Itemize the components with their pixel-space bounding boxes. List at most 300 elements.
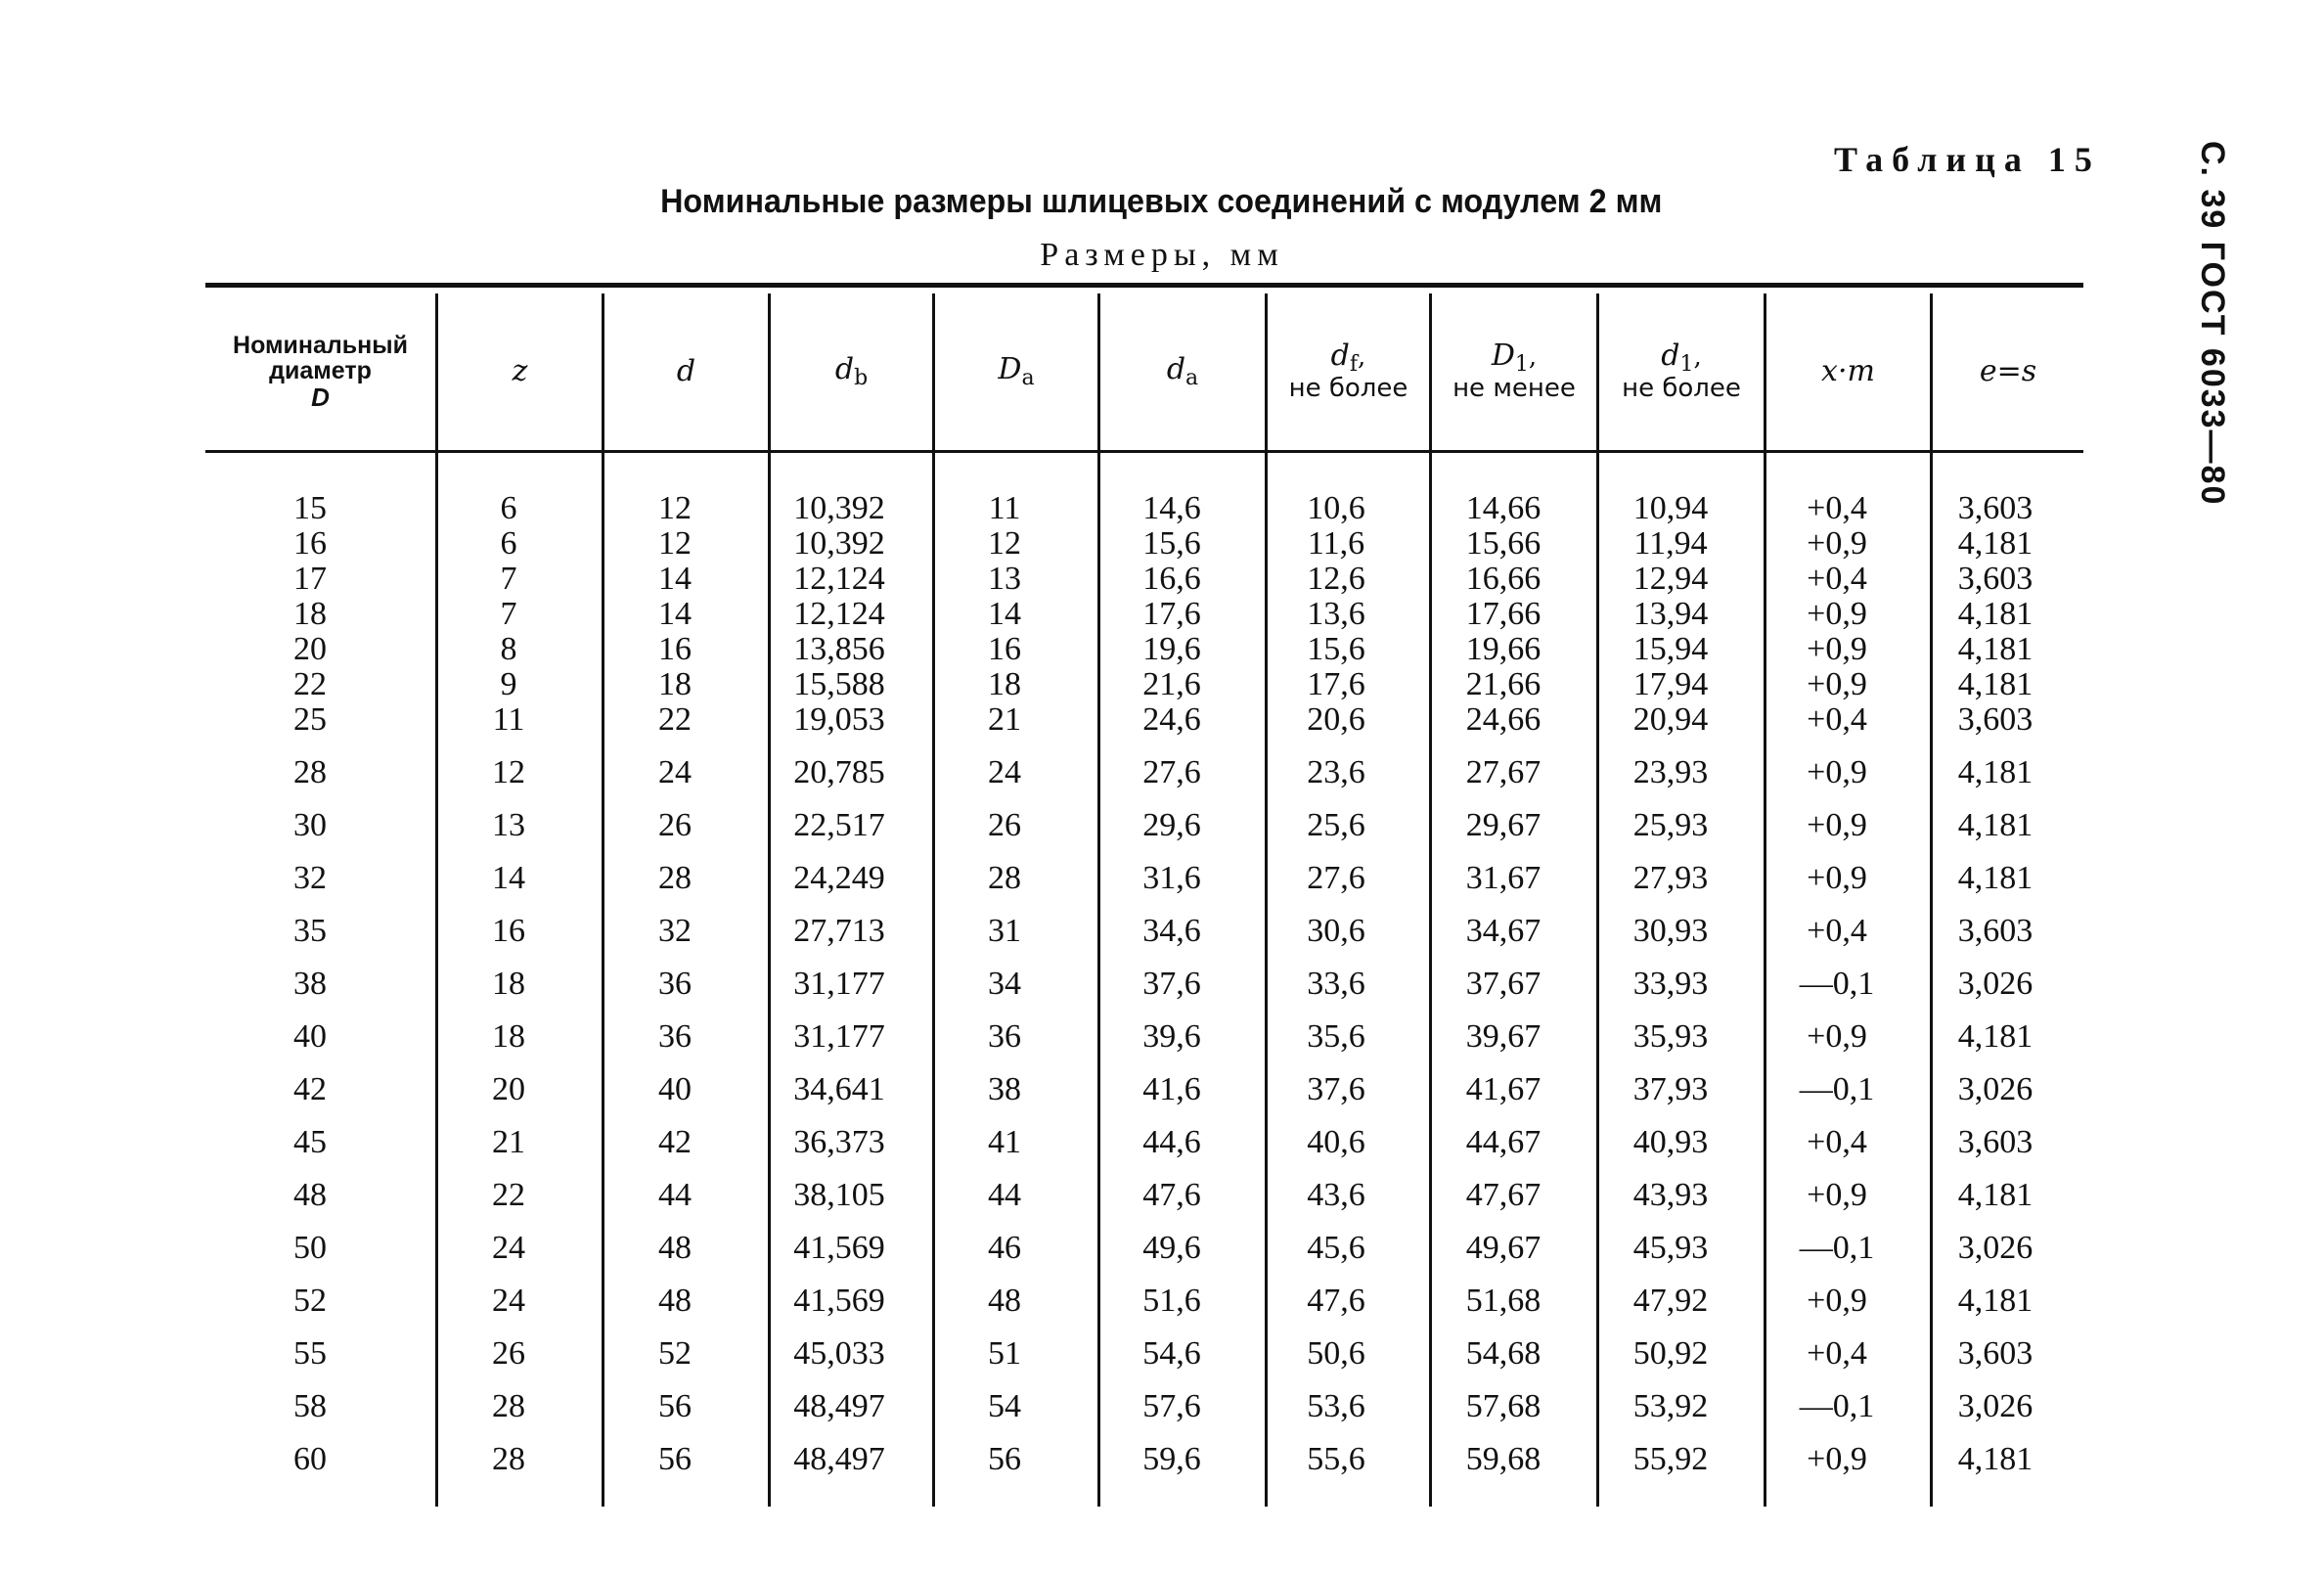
cell-z: 24 bbox=[492, 1283, 525, 1319]
cell-db: 10,392 bbox=[793, 525, 885, 562]
cell-d1: 47,92 bbox=[1632, 1283, 1709, 1319]
cell-D1: 27,67 bbox=[1465, 754, 1542, 790]
cell-d1: 12,94 bbox=[1632, 561, 1709, 597]
cell-d: 18 bbox=[658, 666, 692, 702]
header-d1-main: d bbox=[1661, 338, 1680, 374]
cell-df: 43,6 bbox=[1307, 1177, 1365, 1213]
cell-D: 28 bbox=[293, 754, 327, 790]
header-df-comma: , bbox=[1358, 342, 1366, 373]
cell-da: 57,6 bbox=[1142, 1388, 1201, 1424]
cell-z: 8 bbox=[500, 631, 517, 667]
cell-da: 14,6 bbox=[1142, 490, 1201, 526]
cell-db: 20,785 bbox=[793, 754, 885, 790]
cell-xm: —0,1 bbox=[1799, 1388, 1875, 1424]
cell-es: 4,181 bbox=[1957, 1018, 2034, 1055]
header-nominal-diameter bbox=[205, 293, 435, 450]
cell-z: 9 bbox=[500, 666, 517, 702]
cell-db: 31,177 bbox=[793, 966, 885, 1002]
cell-d1: 23,93 bbox=[1632, 754, 1709, 790]
cell-z: 18 bbox=[492, 1018, 525, 1055]
cell-es: 3,603 bbox=[1957, 1335, 2034, 1372]
cell-xm: +0,9 bbox=[1807, 1283, 1867, 1319]
cell-D: 16 bbox=[293, 525, 327, 562]
cell-es: 4,181 bbox=[1957, 525, 2034, 562]
cell-db: 24,249 bbox=[793, 860, 885, 896]
cell-z: 26 bbox=[492, 1335, 525, 1372]
cell-D1: 49,67 bbox=[1465, 1230, 1542, 1266]
table-row bbox=[205, 630, 2083, 669]
header-d-symbol: d bbox=[676, 354, 696, 389]
cell-z: 22 bbox=[492, 1177, 525, 1213]
cell-df: 30,6 bbox=[1307, 913, 1365, 949]
column-divider bbox=[1265, 293, 1268, 1507]
cell-db: 19,053 bbox=[793, 701, 885, 738]
cell-df: 15,6 bbox=[1307, 631, 1365, 667]
cell-d1: 25,93 bbox=[1632, 807, 1709, 843]
cell-d1: 37,93 bbox=[1632, 1071, 1709, 1107]
cell-D: 42 bbox=[293, 1071, 327, 1107]
table-row bbox=[205, 665, 2083, 704]
cell-Da: 12 bbox=[988, 525, 1021, 562]
table-row bbox=[205, 489, 2083, 528]
cell-da: 16,6 bbox=[1142, 561, 1201, 597]
cell-db: 48,497 bbox=[793, 1388, 885, 1424]
cell-z: 24 bbox=[492, 1230, 525, 1266]
cell-xm: +0,9 bbox=[1807, 807, 1867, 843]
cell-D: 25 bbox=[293, 701, 327, 738]
cell-d: 44 bbox=[658, 1177, 692, 1213]
header-D1-comma: , bbox=[1528, 342, 1538, 373]
cell-Da: 48 bbox=[988, 1283, 1021, 1319]
cell-D: 32 bbox=[293, 860, 327, 896]
cell-D: 45 bbox=[293, 1124, 327, 1160]
header-d1 bbox=[1599, 293, 1764, 450]
cell-Da: 18 bbox=[988, 666, 1021, 702]
cell-D1: 14,66 bbox=[1465, 490, 1542, 526]
header-db bbox=[771, 293, 932, 450]
cell-Da: 13 bbox=[988, 561, 1021, 597]
cell-D: 55 bbox=[293, 1335, 327, 1372]
cell-z: 6 bbox=[500, 525, 517, 562]
header-d1-comma: , bbox=[1693, 342, 1702, 373]
table-row bbox=[205, 753, 2083, 792]
cell-da: 34,6 bbox=[1142, 913, 1201, 949]
cell-db: 22,517 bbox=[793, 807, 885, 843]
header-xm-symbol: x·m bbox=[1821, 354, 1875, 389]
cell-d: 28 bbox=[658, 860, 692, 896]
cell-da: 47,6 bbox=[1142, 1177, 1201, 1213]
table-row bbox=[205, 1440, 2083, 1479]
cell-D1: 54,68 bbox=[1465, 1335, 1542, 1372]
header-d1-sub: 1 bbox=[1679, 352, 1694, 378]
cell-z: 18 bbox=[492, 966, 525, 1002]
header-df bbox=[1268, 293, 1429, 450]
header-D1-main: D bbox=[1491, 338, 1515, 374]
cell-D1: 15,66 bbox=[1465, 525, 1542, 562]
cell-da: 59,6 bbox=[1142, 1441, 1201, 1477]
cell-D: 52 bbox=[293, 1283, 327, 1319]
column-divider bbox=[768, 293, 771, 1507]
cell-xm: +0,9 bbox=[1807, 596, 1867, 632]
cell-D: 30 bbox=[293, 807, 327, 843]
cell-z: 28 bbox=[492, 1441, 525, 1477]
cell-d1: 10,94 bbox=[1632, 490, 1709, 526]
cell-D1: 21,66 bbox=[1465, 666, 1542, 702]
cell-df: 47,6 bbox=[1307, 1283, 1365, 1319]
cell-Da: 28 bbox=[988, 860, 1021, 896]
header-z bbox=[438, 293, 602, 450]
cell-db: 27,713 bbox=[793, 913, 885, 949]
cell-Da: 46 bbox=[988, 1230, 1021, 1266]
cell-es: 3,026 bbox=[1957, 1071, 2034, 1107]
cell-da: 21,6 bbox=[1142, 666, 1201, 702]
cell-D1: 29,67 bbox=[1465, 807, 1542, 843]
table-row bbox=[205, 1176, 2083, 1215]
cell-d1: 17,94 bbox=[1632, 666, 1709, 702]
cell-d: 26 bbox=[658, 807, 692, 843]
cell-D1: 57,68 bbox=[1465, 1388, 1542, 1424]
cell-z: 11 bbox=[492, 701, 525, 738]
cell-df: 53,6 bbox=[1307, 1388, 1365, 1424]
cell-Da: 36 bbox=[988, 1018, 1021, 1055]
cell-xm: +0,9 bbox=[1807, 860, 1867, 896]
cell-db: 15,588 bbox=[793, 666, 885, 702]
cell-z: 7 bbox=[500, 596, 517, 632]
header-diameter-label: диаметр bbox=[269, 357, 372, 385]
cell-es: 4,181 bbox=[1957, 860, 2034, 896]
cell-da: 37,6 bbox=[1142, 966, 1201, 1002]
cell-z: 7 bbox=[500, 561, 517, 597]
cell-da: 49,6 bbox=[1142, 1230, 1201, 1266]
column-divider bbox=[1429, 293, 1432, 1507]
cell-da: 51,6 bbox=[1142, 1283, 1201, 1319]
cell-D: 17 bbox=[293, 561, 327, 597]
header-df-sub: f bbox=[1349, 352, 1359, 378]
header-es bbox=[1933, 293, 2083, 450]
cell-d1: 35,93 bbox=[1632, 1018, 1709, 1055]
cell-es: 4,181 bbox=[1957, 1283, 2034, 1319]
header-da-sub: a bbox=[1185, 366, 1199, 391]
cell-da: 44,6 bbox=[1142, 1124, 1201, 1160]
cell-xm: —0,1 bbox=[1799, 1230, 1875, 1266]
cell-d: 22 bbox=[658, 701, 692, 738]
cell-xm: +0,4 bbox=[1807, 561, 1867, 597]
cell-D1: 24,66 bbox=[1465, 701, 1542, 738]
cell-z: 14 bbox=[492, 860, 525, 896]
cell-Da: 21 bbox=[988, 701, 1021, 738]
cell-d: 12 bbox=[658, 525, 692, 562]
cell-db: 41,569 bbox=[793, 1230, 885, 1266]
cell-d: 56 bbox=[658, 1441, 692, 1477]
header-xm bbox=[1766, 293, 1930, 450]
cell-D1: 59,68 bbox=[1465, 1441, 1542, 1477]
cell-D1: 16,66 bbox=[1465, 561, 1542, 597]
table-row bbox=[205, 912, 2083, 951]
column-divider bbox=[1764, 293, 1766, 1507]
cell-D: 60 bbox=[293, 1441, 327, 1477]
cell-d1: 15,94 bbox=[1632, 631, 1709, 667]
cell-d1: 45,93 bbox=[1632, 1230, 1709, 1266]
column-divider bbox=[1930, 293, 1933, 1507]
cell-xm: +0,9 bbox=[1807, 1018, 1867, 1055]
cell-Da: 24 bbox=[988, 754, 1021, 790]
cell-es: 4,181 bbox=[1957, 1441, 2034, 1477]
cell-d: 24 bbox=[658, 754, 692, 790]
cell-da: 27,6 bbox=[1142, 754, 1201, 790]
header-D1 bbox=[1432, 293, 1596, 450]
cell-df: 27,6 bbox=[1307, 860, 1365, 896]
cell-es: 4,181 bbox=[1957, 807, 2034, 843]
cell-Da: 31 bbox=[988, 913, 1021, 949]
cell-Da: 41 bbox=[988, 1124, 1021, 1160]
cell-df: 12,6 bbox=[1307, 561, 1365, 597]
cell-z: 12 bbox=[492, 754, 525, 790]
table-row bbox=[205, 859, 2083, 898]
header-bottom-rule bbox=[205, 450, 2083, 453]
cell-d1: 53,92 bbox=[1632, 1388, 1709, 1424]
cell-es: 3,026 bbox=[1957, 1230, 2034, 1266]
cell-df: 55,6 bbox=[1307, 1441, 1365, 1477]
header-Da bbox=[935, 293, 1097, 450]
cell-d1: 20,94 bbox=[1632, 701, 1709, 738]
table-row bbox=[205, 1229, 2083, 1268]
cell-D: 50 bbox=[293, 1230, 327, 1266]
cell-df: 20,6 bbox=[1307, 701, 1365, 738]
cell-df: 10,6 bbox=[1307, 490, 1365, 526]
cell-d: 48 bbox=[658, 1230, 692, 1266]
cell-d: 32 bbox=[658, 913, 692, 949]
cell-D: 15 bbox=[293, 490, 327, 526]
page-standard-label: С. 39 ГОСТ 6033—80 bbox=[2194, 141, 2231, 507]
cell-d1: 27,93 bbox=[1632, 860, 1709, 896]
cell-db: 41,569 bbox=[793, 1283, 885, 1319]
cell-Da: 44 bbox=[988, 1177, 1021, 1213]
cell-da: 31,6 bbox=[1142, 860, 1201, 896]
cell-db: 48,497 bbox=[793, 1441, 885, 1477]
cell-df: 11,6 bbox=[1307, 525, 1365, 562]
cell-df: 25,6 bbox=[1307, 807, 1365, 843]
cell-db: 38,105 bbox=[793, 1177, 885, 1213]
cell-z: 13 bbox=[492, 807, 525, 843]
table-row bbox=[205, 806, 2083, 845]
cell-da: 41,6 bbox=[1142, 1071, 1201, 1107]
cell-D: 48 bbox=[293, 1177, 327, 1213]
cell-Da: 11 bbox=[988, 490, 1021, 526]
cell-df: 33,6 bbox=[1307, 966, 1365, 1002]
column-divider bbox=[1097, 293, 1100, 1507]
cell-df: 17,6 bbox=[1307, 666, 1365, 702]
cell-es: 4,181 bbox=[1957, 596, 2034, 632]
cell-da: 15,6 bbox=[1142, 525, 1201, 562]
header-D1-note: не менее bbox=[1452, 374, 1576, 404]
cell-xm: +0,9 bbox=[1807, 754, 1867, 790]
cell-es: 3,603 bbox=[1957, 913, 2034, 949]
table-title: Номинальные размеры шлицевых соединений с модулем 2 мм bbox=[660, 183, 1663, 220]
cell-db: 31,177 bbox=[793, 1018, 885, 1055]
cell-xm: +0,9 bbox=[1807, 1441, 1867, 1477]
cell-D: 22 bbox=[293, 666, 327, 702]
cell-db: 36,373 bbox=[793, 1124, 885, 1160]
cell-D: 38 bbox=[293, 966, 327, 1002]
cell-D1: 34,67 bbox=[1465, 913, 1542, 949]
top-rule bbox=[205, 283, 2083, 288]
cell-D1: 44,67 bbox=[1465, 1124, 1542, 1160]
cell-D1: 41,67 bbox=[1465, 1071, 1542, 1107]
cell-D1: 31,67 bbox=[1465, 860, 1542, 896]
cell-df: 13,6 bbox=[1307, 596, 1365, 632]
cell-D: 58 bbox=[293, 1388, 327, 1424]
column-divider bbox=[435, 293, 438, 1507]
cell-d1: 11,94 bbox=[1633, 525, 1708, 562]
table-row bbox=[205, 700, 2083, 740]
header-d1-note: не более bbox=[1622, 374, 1741, 404]
cell-xm: +0,9 bbox=[1807, 666, 1867, 702]
cell-D1: 47,67 bbox=[1465, 1177, 1542, 1213]
cell-xm: —0,1 bbox=[1799, 966, 1875, 1002]
cell-D1: 17,66 bbox=[1465, 596, 1542, 632]
header-df-main: d bbox=[1330, 338, 1350, 374]
table-row bbox=[205, 524, 2083, 563]
cell-db: 12,124 bbox=[793, 596, 885, 632]
cell-Da: 51 bbox=[988, 1335, 1021, 1372]
cell-df: 50,6 bbox=[1307, 1335, 1365, 1372]
cell-D: 20 bbox=[293, 631, 327, 667]
header-db-main: d bbox=[834, 351, 855, 386]
header-z-symbol: z bbox=[512, 354, 528, 389]
cell-z: 6 bbox=[500, 490, 517, 526]
cell-Da: 14 bbox=[988, 596, 1021, 632]
cell-D1: 19,66 bbox=[1465, 631, 1542, 667]
table-row bbox=[205, 1282, 2083, 1321]
cell-da: 19,6 bbox=[1142, 631, 1201, 667]
cell-z: 20 bbox=[492, 1071, 525, 1107]
cell-d: 48 bbox=[658, 1283, 692, 1319]
cell-da: 17,6 bbox=[1142, 596, 1201, 632]
column-divider bbox=[602, 293, 604, 1507]
table-row bbox=[205, 560, 2083, 599]
cell-D1: 51,68 bbox=[1465, 1283, 1542, 1319]
cell-d1: 30,93 bbox=[1632, 913, 1709, 949]
cell-D: 40 bbox=[293, 1018, 327, 1055]
cell-xm: +0,4 bbox=[1807, 913, 1867, 949]
cell-Da: 56 bbox=[988, 1441, 1021, 1477]
cell-Da: 54 bbox=[988, 1388, 1021, 1424]
header-df-note: не более bbox=[1288, 374, 1408, 404]
header-D-symbol: D bbox=[311, 382, 330, 412]
cell-d1: 50,92 bbox=[1632, 1335, 1709, 1372]
cell-d1: 40,93 bbox=[1632, 1124, 1709, 1160]
cell-xm: +0,4 bbox=[1807, 490, 1867, 526]
cell-df: 37,6 bbox=[1307, 1071, 1365, 1107]
header-db-sub: b bbox=[854, 366, 869, 391]
cell-db: 13,856 bbox=[793, 631, 885, 667]
cell-d1: 43,93 bbox=[1632, 1177, 1709, 1213]
cell-es: 3,026 bbox=[1957, 966, 2034, 1002]
cell-Da: 16 bbox=[988, 631, 1021, 667]
cell-d1: 33,93 bbox=[1632, 966, 1709, 1002]
units-caption: Размеры, мм bbox=[1040, 237, 1284, 273]
cell-z: 28 bbox=[492, 1388, 525, 1424]
cell-Da: 34 bbox=[988, 966, 1021, 1002]
cell-da: 29,6 bbox=[1142, 807, 1201, 843]
cell-df: 23,6 bbox=[1307, 754, 1365, 790]
cell-df: 35,6 bbox=[1307, 1018, 1365, 1055]
cell-da: 39,6 bbox=[1142, 1018, 1201, 1055]
cell-xm: +0,9 bbox=[1807, 631, 1867, 667]
header-D1-sub: 1 bbox=[1514, 352, 1529, 378]
cell-z: 21 bbox=[492, 1124, 525, 1160]
cell-d: 52 bbox=[658, 1335, 692, 1372]
header-da-main: d bbox=[1166, 351, 1186, 386]
cell-xm: +0,9 bbox=[1807, 1177, 1867, 1213]
table-row bbox=[205, 965, 2083, 1004]
cell-db: 10,392 bbox=[793, 490, 885, 526]
header-da bbox=[1100, 293, 1265, 450]
cell-d: 14 bbox=[658, 561, 692, 597]
cell-D: 35 bbox=[293, 913, 327, 949]
cell-da: 24,6 bbox=[1142, 701, 1201, 738]
cell-df: 45,6 bbox=[1307, 1230, 1365, 1266]
cell-es: 3,603 bbox=[1957, 701, 2034, 738]
cell-d: 36 bbox=[658, 966, 692, 1002]
table-row bbox=[205, 1387, 2083, 1426]
cell-xm: —0,1 bbox=[1799, 1071, 1875, 1107]
table-row bbox=[205, 1070, 2083, 1109]
cell-es: 3,603 bbox=[1957, 1124, 2034, 1160]
cell-db: 12,124 bbox=[793, 561, 885, 597]
table-row bbox=[205, 595, 2083, 634]
cell-xm: +0,4 bbox=[1807, 1124, 1867, 1160]
table-row bbox=[205, 1017, 2083, 1057]
header-Da-main: D bbox=[998, 351, 1022, 386]
cell-es: 4,181 bbox=[1957, 631, 2034, 667]
cell-db: 34,641 bbox=[793, 1071, 885, 1107]
cell-Da: 26 bbox=[988, 807, 1021, 843]
table-row bbox=[205, 1334, 2083, 1374]
cell-es: 3,603 bbox=[1957, 561, 2034, 597]
column-divider bbox=[932, 293, 935, 1507]
cell-da: 54,6 bbox=[1142, 1335, 1201, 1372]
cell-db: 45,033 bbox=[793, 1335, 885, 1372]
header-Da-sub: a bbox=[1021, 366, 1035, 391]
header-nominal-label: Номинальный bbox=[233, 332, 408, 360]
cell-es: 4,181 bbox=[1957, 666, 2034, 702]
cell-es: 4,181 bbox=[1957, 754, 2034, 790]
cell-d1: 55,92 bbox=[1632, 1441, 1709, 1477]
cell-xm: +0,4 bbox=[1807, 701, 1867, 738]
cell-d: 12 bbox=[658, 490, 692, 526]
cell-D1: 39,67 bbox=[1465, 1018, 1542, 1055]
table-number: Таблица 15 bbox=[1834, 140, 2101, 179]
column-divider bbox=[1596, 293, 1599, 1507]
cell-d: 16 bbox=[658, 631, 692, 667]
cell-d: 40 bbox=[658, 1071, 692, 1107]
cell-xm: +0,9 bbox=[1807, 525, 1867, 562]
cell-es: 3,603 bbox=[1957, 490, 2034, 526]
cell-d: 42 bbox=[658, 1124, 692, 1160]
cell-es: 4,181 bbox=[1957, 1177, 2034, 1213]
cell-xm: +0,4 bbox=[1807, 1335, 1867, 1372]
cell-d: 14 bbox=[658, 596, 692, 632]
cell-d: 36 bbox=[658, 1018, 692, 1055]
cell-df: 40,6 bbox=[1307, 1124, 1365, 1160]
cell-z: 16 bbox=[492, 913, 525, 949]
cell-Da: 38 bbox=[988, 1071, 1021, 1107]
header-d bbox=[604, 293, 768, 450]
cell-d: 56 bbox=[658, 1388, 692, 1424]
table-row bbox=[205, 1123, 2083, 1162]
cell-es: 3,026 bbox=[1957, 1388, 2034, 1424]
